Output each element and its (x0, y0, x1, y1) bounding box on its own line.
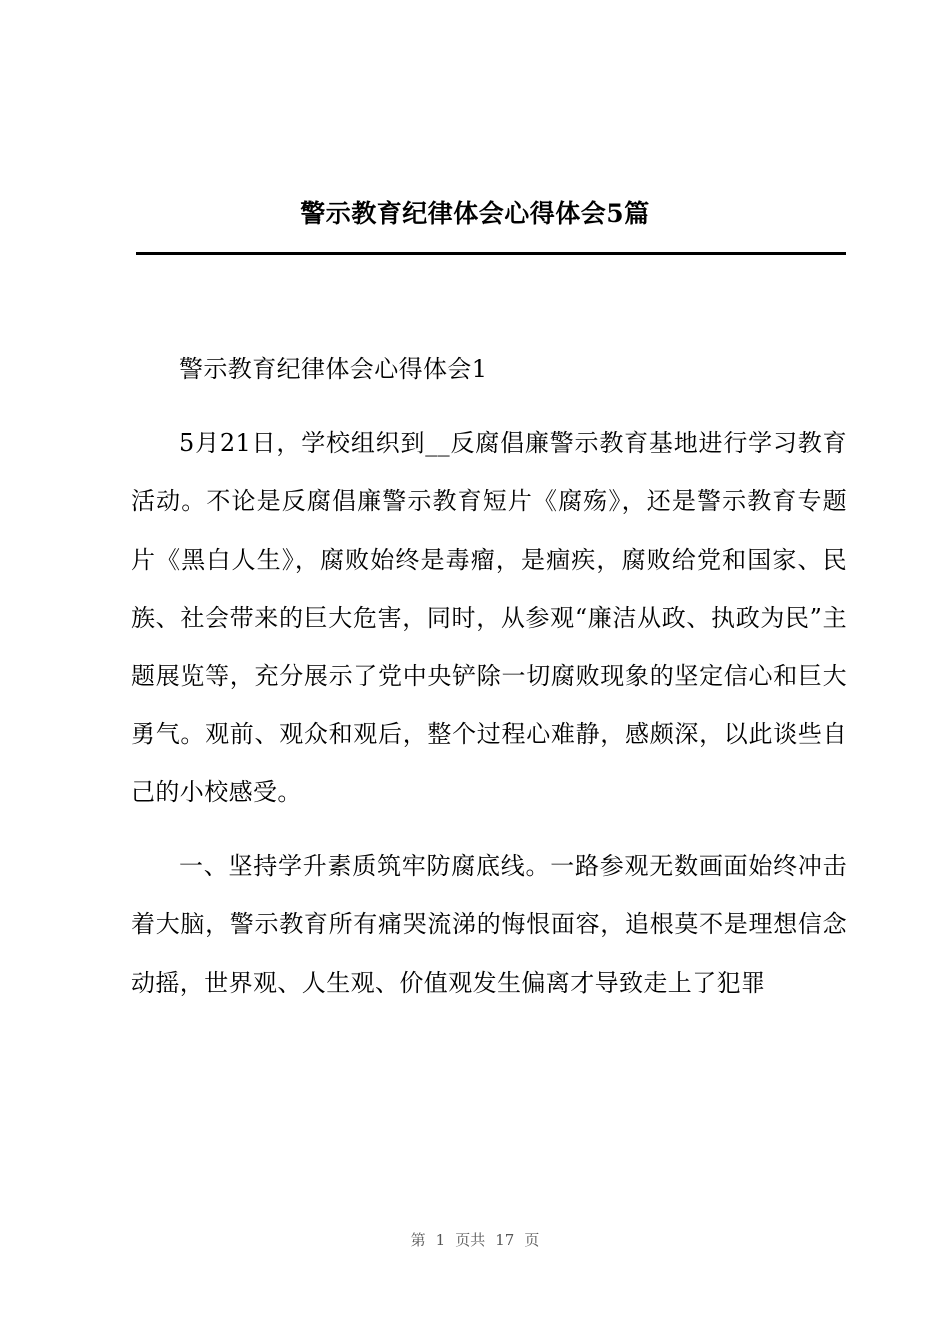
footer-suffix: 页 (524, 1231, 540, 1249)
title-divider (136, 252, 846, 255)
footer-current-page: 1 (435, 1231, 446, 1249)
document-body (131, 340, 847, 1028)
section-heading: 警示教育纪律体会心得体会1 (179, 355, 488, 383)
paragraph-2: 一、坚持学升素质筑牢防腐底线。一路参观无数画面始终冲击着大脑，警示教育所有痛哭流涕的悔恨面容，追根莫不是理想信念动摇，世界观、人生观、价值观发生偏离才导致走上了犯罪 (131, 852, 847, 997)
footer-middle: 页共 (455, 1231, 486, 1249)
page-footer (0, 1228, 950, 1252)
document-title: 警示教育纪律体会心得体会5篇 (300, 199, 650, 228)
paragraph-1: 5月21日，学校组织到__反腐倡廉警示教育基地进行学习教育活动。不论是反腐倡廉警示教育短片《腐殇》，还是警示教育专题片《黑白人生》，腐败始终是毒瘤，是痼疾，腐败给党和国家、民族、社会带来的巨大危害，同时，从参观“廉洁从政、执政为民”主题展览等，充分展示了党中央铲除一切腐败现象的坚定信心和巨大勇气。观前、观众和观后，整个过程心难静，感颇深，以此谈些自己的小校感受。 (131, 429, 847, 806)
footer-total-pages: 17 (495, 1231, 515, 1249)
footer-prefix: 第 (410, 1231, 426, 1249)
